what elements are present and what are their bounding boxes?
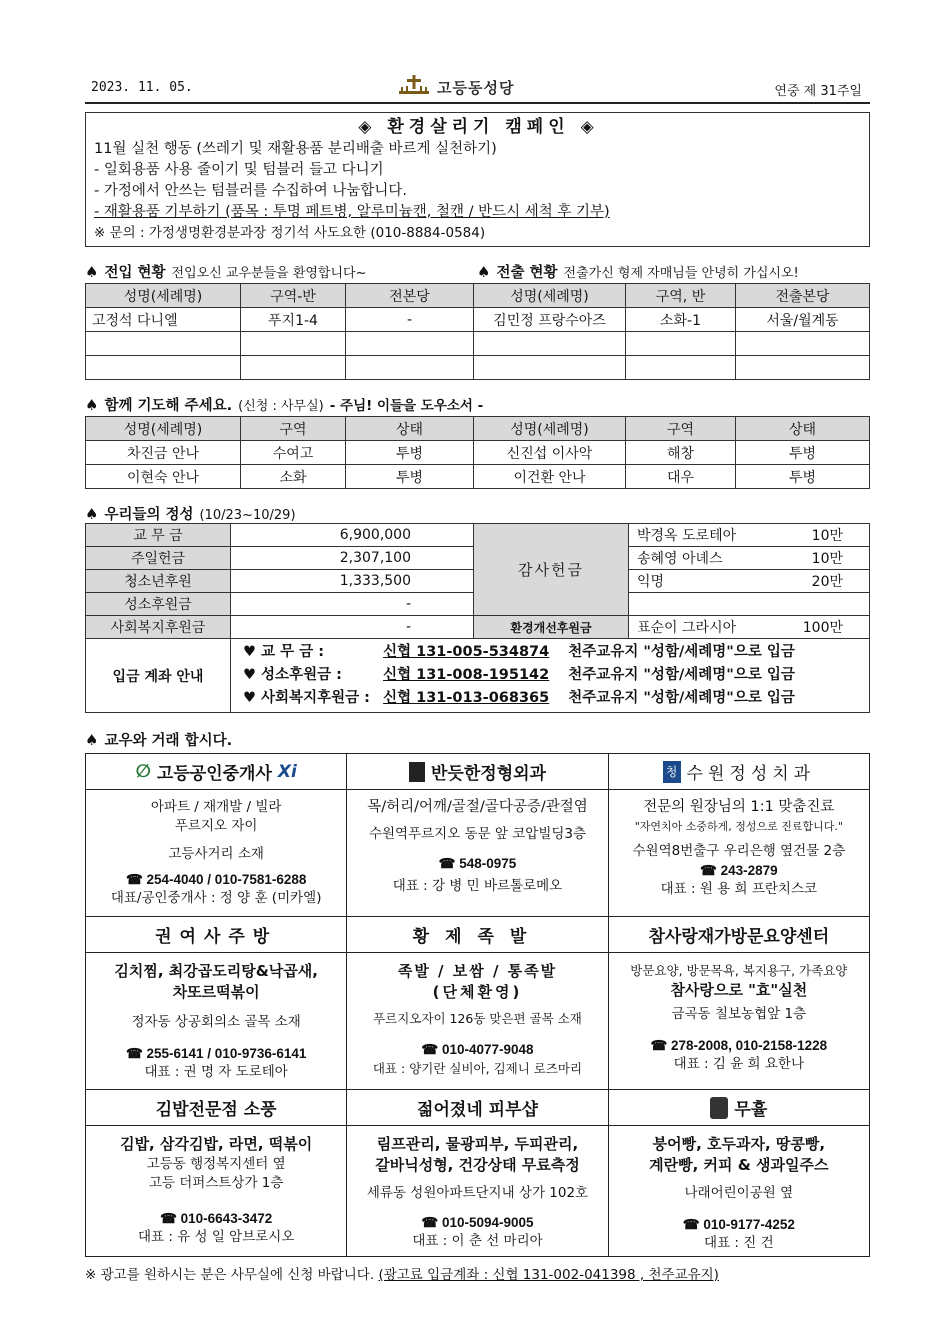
ad-representative: 대표 : 원 용 희 프란치스코	[660, 881, 818, 897]
table-header: 성명(세례명)	[86, 284, 241, 308]
ad-name-text: 수원정성치과	[686, 764, 816, 784]
offering-heading	[85, 503, 870, 523]
section-title: 교우와 거래 합시다.	[104, 733, 233, 749]
table-cell	[346, 332, 474, 356]
transfer-table	[85, 283, 870, 380]
transfer-out-heading	[477, 261, 799, 281]
ads-footer	[85, 1263, 870, 1283]
ad-line: 고등 더퍼스트상가 1층	[148, 1175, 284, 1191]
account-note: 천주교유지 "성함/세례명"으로 입금	[568, 644, 795, 660]
ad-name-text: 권여사주방	[155, 927, 278, 947]
table-header: 성명(세례명)	[474, 284, 626, 308]
ads-heading	[85, 729, 870, 749]
account-number: 신협 131-013-068365	[383, 690, 550, 706]
offering-label: 청소년후원	[86, 570, 231, 593]
offering-value: 2,307,100	[231, 547, 474, 570]
table-cell	[86, 356, 241, 380]
clinic-logo-icon	[409, 762, 425, 782]
ad-line: 푸르지오 자이	[174, 818, 258, 834]
donor-amount: 20만	[780, 570, 870, 593]
ad-line: 김밥, 삼각김밥, 라면, 떡볶이	[120, 1135, 313, 1153]
table-cell: 대우	[626, 465, 736, 489]
ad-name-text: 젊어졌네 피부샵	[417, 1100, 538, 1120]
ad-line: 림프관리, 물광피부, 두피관리,	[376, 1135, 579, 1153]
ad-phone: ☎ 548-0975	[438, 856, 517, 871]
offering-value: -	[231, 616, 474, 639]
section-title: 전출 현황	[496, 265, 558, 281]
ad-line: 정자동 상공회의소 골목 소재	[131, 1014, 301, 1030]
ad-line: 고등사거리 소재	[168, 846, 264, 862]
ad-phone: ☎ 278-2008, 010-2158-1228	[650, 1038, 828, 1053]
ad-name-text: 참사랑재가방문요양센터	[648, 927, 830, 947]
ad-cell	[86, 1090, 347, 1257]
prayer-motto: - 주님! 이들을 도우소서 -	[329, 398, 484, 414]
account-name: ♥ 성소후원금 :	[243, 667, 342, 683]
table-row	[86, 524, 870, 547]
ad-line: 아파트 / 재개발 / 빌라	[150, 799, 282, 815]
ad-name-text: 반듯한정형외과	[431, 764, 546, 784]
ad-representative: 대표 : 양기란 실비아, 김제니 로즈마리	[372, 1061, 583, 1076]
offering-table	[85, 523, 870, 713]
offering-label: 교 무 금	[86, 524, 231, 547]
campaign-contact: ※ 문의 : 가정생명환경분과장 정기석 사도요한 (010-8884-0584)	[94, 225, 486, 241]
offering-value: -	[231, 593, 474, 616]
issue-date: 2023. 11. 05.	[91, 80, 193, 95]
offering-label: 사회복지후원금	[86, 616, 231, 639]
spade-icon: ♠	[85, 396, 99, 414]
table-cell	[241, 356, 346, 380]
transfer-headings	[85, 261, 870, 281]
offering-period: (10/23~10/29)	[199, 508, 296, 523]
prayer-heading	[85, 394, 870, 414]
account-number: 신협 131-005-534874	[383, 644, 550, 660]
table-header: 구역	[241, 417, 346, 441]
ad-business-name	[347, 1090, 607, 1126]
table-cell	[474, 356, 626, 380]
ad-cell	[347, 754, 608, 917]
donor-amount: 10만	[780, 524, 870, 547]
account-name: ♥ 교 무 금 :	[243, 644, 325, 660]
donor-amount: 10만	[780, 547, 870, 570]
spade-icon: ♠	[85, 505, 99, 523]
table-cell: 투병	[736, 465, 870, 489]
table-row	[86, 465, 870, 489]
account-item	[231, 641, 869, 664]
bulletin-page	[85, 72, 870, 1283]
ad-cell	[608, 754, 869, 917]
ad-phone: ☎ 010-4077-9048	[421, 1042, 534, 1057]
ad-phone: ☎ 243-2879	[700, 863, 778, 878]
ad-line	[609, 1176, 869, 1184]
ad-phone: ☎ 010-6643-3472	[160, 1211, 273, 1226]
section-note: 전출가신 형제 자매님들 안녕히 가십시오!	[563, 266, 799, 281]
donor-name: 박경옥 도로테아	[629, 524, 780, 547]
campaign-line: 11월 실천 행동 (쓰레기 및 재활용품 분리배출 바르게 실천하기)	[94, 141, 497, 157]
table-cell: 해창	[626, 441, 736, 465]
ad-name-text: 김밥전문점 소풍	[155, 1100, 277, 1120]
table-header: 구역	[626, 417, 736, 441]
account-guide-label: 입금 계좌 안내	[86, 639, 231, 713]
campaign-line: - 일회용품 사용 줄이기 및 텀블러 들고 다니기	[94, 162, 384, 178]
account-number: 신협 131-008-195142	[383, 667, 550, 683]
donor-name	[629, 593, 780, 616]
ad-business-name	[609, 754, 869, 790]
table-row	[86, 332, 870, 356]
ad-line	[86, 836, 346, 845]
ad-line: 수원역푸르지오 동문 앞 코압빌딩3층	[368, 826, 587, 842]
spade-icon: ♠	[477, 263, 491, 281]
ad-line: 족발 / 보쌈 / 통족발	[397, 962, 558, 980]
table-cell: -	[346, 308, 474, 332]
table-cell: 이현숙 안나	[86, 465, 241, 489]
ad-line: 목/허리/어깨/골절/골다공증/관절염	[367, 799, 588, 815]
table-row	[86, 616, 870, 639]
ad-line: 방문요양, 방문목욕, 복지용구, 가족요양	[630, 963, 848, 978]
table-header: 상태	[736, 417, 870, 441]
ad-line: 푸르지오자이 126동 맞은편 골목 소재	[373, 1011, 582, 1026]
account-item	[231, 664, 869, 687]
table-cell: 서울/월계동	[736, 308, 870, 332]
table-header: 구역, 반	[626, 284, 736, 308]
donor-name: 표순이 그라시아	[629, 616, 780, 639]
table-cell	[626, 332, 736, 356]
ad-line: 참사랑으로 "효"실천	[670, 981, 808, 999]
ad-phone: ☎ 255-6141 / 010-9736-6141	[125, 1046, 307, 1061]
ad-line: 전문의 원장님의 1:1 맞춤진료	[643, 799, 835, 815]
environment-fund-label: 환경개선후원금	[474, 616, 629, 639]
offering-label: 주일헌금	[86, 547, 231, 570]
table-row	[86, 308, 870, 332]
ad-business-name	[86, 917, 346, 953]
donor-name: 송혜영 아녜스	[629, 547, 780, 570]
ad-cell	[608, 917, 869, 1090]
table-row	[86, 441, 870, 465]
section-title: 함께 기도해 주세요.	[104, 398, 233, 414]
ad-representative: 대표 : 유 성 일 암브로시오	[137, 1229, 295, 1245]
ad-cell	[608, 1090, 869, 1257]
ad-line: 김치찜, 최강곱도리탕&낙곱새,	[114, 962, 318, 980]
table-cell	[626, 356, 736, 380]
table-cell	[736, 356, 870, 380]
bulletin-header	[85, 72, 870, 104]
table-cell: 이건환 안나	[474, 465, 626, 489]
ad-business-name	[86, 1090, 346, 1126]
ad-representative: 대표 : 김 윤 희 요한나	[673, 1056, 804, 1072]
table-cell: 신진섭 이사악	[474, 441, 626, 465]
section-title: 전입 현황	[104, 265, 166, 281]
account-list	[231, 639, 870, 713]
environment-campaign-box	[85, 112, 870, 247]
ad-cell	[86, 917, 347, 1090]
ad-line: "자연치아 소중하게, 정성으로 진료합니다."	[634, 820, 843, 833]
table-cell	[736, 332, 870, 356]
transfer-in-heading	[85, 261, 477, 281]
account-note: 천주교유지 "성함/세례명"으로 입금	[568, 690, 795, 706]
account-item	[231, 687, 869, 710]
ad-line: 세류동 성원아파트단지내 상가 102호	[366, 1185, 589, 1201]
table-cell	[346, 356, 474, 380]
ad-line	[86, 1003, 346, 1013]
account-name: ♥ 사회복지후원금 :	[243, 690, 370, 706]
xi-logo-icon: Xi	[277, 761, 297, 782]
table-cell: 투병	[736, 441, 870, 465]
spade-icon: ♠	[85, 263, 99, 281]
table-cell: 김민정 프랑수아즈	[474, 308, 626, 332]
ad-line	[347, 817, 607, 825]
table-cell: 소화-1	[626, 308, 736, 332]
ad-business-name	[347, 917, 607, 953]
donor-amount: 100만	[780, 616, 870, 639]
table-cell: 소화	[241, 465, 346, 489]
ad-business-name	[347, 754, 607, 790]
spade-icon: ♠	[85, 731, 99, 749]
table-cell	[241, 332, 346, 356]
donor-name: 익명	[629, 570, 780, 593]
table-cell	[474, 332, 626, 356]
ad-line: 고등동 행정복지센터 옆	[146, 1156, 286, 1172]
thanks-offering-label: 감사헌금	[474, 524, 629, 616]
dental-logo-icon: 청	[663, 761, 681, 783]
ad-line: 금곡동 칠보농협앞 1층	[671, 1006, 807, 1022]
table-row	[86, 356, 870, 380]
ad-line: (단체환영)	[432, 983, 523, 1001]
prayer-table	[85, 416, 870, 489]
campaign-recycle-line: - 재활용품 기부하기 (품목 : 투명 페트병, 알루미늄캔, 철캔 / 반드시 세척 후 기부)	[94, 204, 610, 220]
ad-phone: ☎ 010-9177-4252	[682, 1217, 795, 1232]
church-logo-icon	[397, 75, 431, 99]
table-header: 성명(세례명)	[474, 417, 626, 441]
ad-line: 붕어빵, 호두과자, 땅콩빵,	[652, 1135, 826, 1153]
table-cell: 투병	[346, 441, 474, 465]
account-note: 천주교유지 "성함/세례명"으로 입금	[568, 667, 795, 683]
ad-business-name	[609, 917, 869, 953]
ad-line: 차또르떡볶이	[172, 983, 260, 1001]
campaign-title: ◈ 환경살리기 캠페인 ◈	[358, 117, 599, 137]
ad-representative: 대표 : 권 명 자 도로테아	[144, 1064, 288, 1080]
campaign-line: - 가정에서 안쓰는 텀블러를 수집하여 나눔합니다.	[94, 183, 408, 199]
footer-note: ※ 광고를 원하시는 분은 사무실에 신청 바랍니다.	[85, 1267, 375, 1283]
ad-phone: ☎ 254-4040 / 010-7581-6288	[125, 872, 307, 887]
ad-name-text: 무휼	[734, 1100, 768, 1120]
ad-business-name	[86, 754, 346, 790]
ad-phone: ☎ 010-5094-9005	[421, 1215, 534, 1230]
table-header: 전본당	[346, 284, 474, 308]
ad-cell	[347, 917, 608, 1090]
ad-representative: 대표 : 진 건	[704, 1235, 774, 1251]
liturgical-week: 연중 제 31주일	[774, 84, 862, 99]
table-cell: 고정석 다니엘	[86, 308, 241, 332]
ad-name-text: 황제족발	[412, 927, 543, 947]
parish-name: 고등동성당	[437, 78, 515, 97]
business-ads-grid	[85, 753, 870, 1257]
section-note: 전입오신 교우분들을 환영합니다~	[171, 266, 367, 281]
table-cell: 푸지1-4	[241, 308, 346, 332]
ad-line: 갈바닉성형, 건강상태 무료측정	[375, 1156, 580, 1174]
table-header: 상태	[346, 417, 474, 441]
section-title: 우리들의 정성	[104, 507, 194, 523]
ad-line: 수원역8번출구 우리은행 옆건물 2층	[632, 843, 846, 859]
offering-label: 성소후원금	[86, 593, 231, 616]
table-header: 전출본당	[736, 284, 870, 308]
bakery-logo-icon	[710, 1097, 728, 1119]
parish-logo-block	[397, 75, 514, 99]
table-cell: 차진금 안나	[86, 441, 241, 465]
table-row	[86, 639, 870, 713]
footer-account: (광고료 입금계좌 : 신협 131-002-041398 , 천주교유지)	[378, 1267, 719, 1283]
section-note: (신청 : 사무실)	[238, 399, 324, 414]
ad-representative: 대표/공인중개사 : 정 양 훈 (미카엘)	[110, 890, 322, 906]
donor-amount	[780, 593, 870, 616]
ad-representative: 대표 : 이 춘 선 마리아	[412, 1233, 543, 1249]
ad-line: 나래어린이공원 옆	[684, 1185, 794, 1201]
table-cell	[86, 332, 241, 356]
ad-cell	[86, 754, 347, 917]
ad-cell	[347, 1090, 608, 1257]
offering-value: 6,900,000	[231, 524, 474, 547]
offering-value: 1,333,500	[231, 570, 474, 593]
ad-line: 계란빵, 커피 & 생과일주스	[649, 1156, 829, 1174]
table-cell: 투병	[346, 465, 474, 489]
table-cell: 수여고	[241, 441, 346, 465]
ad-representative: 대표 : 강 병 민 바르톨로메오	[392, 878, 563, 894]
table-header: 성명(세례명)	[86, 417, 241, 441]
table-header: 구역-반	[241, 284, 346, 308]
realtor-logo-icon: ∅	[135, 761, 151, 782]
ad-name-text: 고등공인중개사	[156, 764, 272, 784]
ad-business-name	[609, 1090, 869, 1126]
